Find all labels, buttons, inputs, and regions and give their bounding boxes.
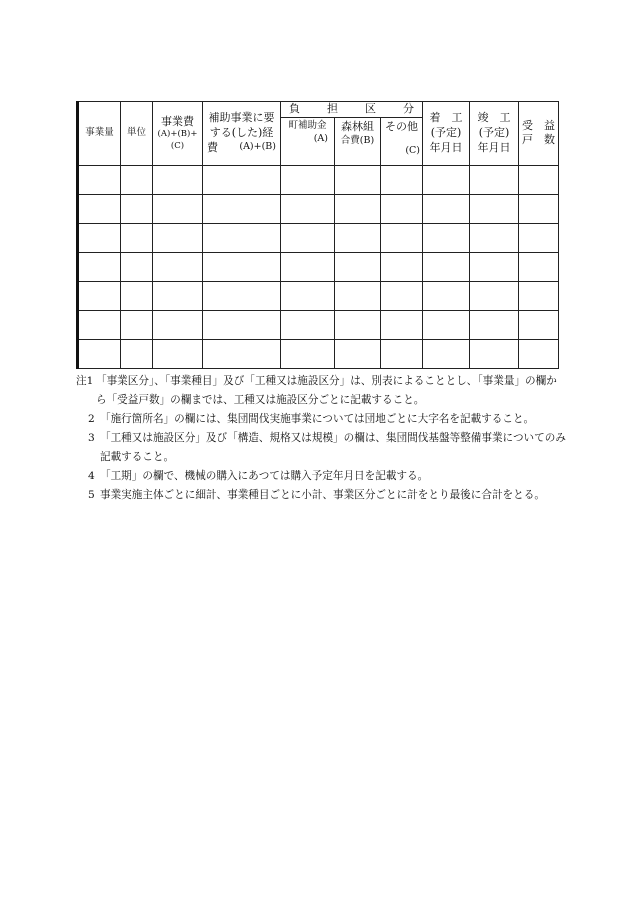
header-start-line1: 着 工 <box>429 111 463 125</box>
table-cell <box>78 281 121 310</box>
header-other-line2: (C) <box>405 144 421 156</box>
table-cell <box>381 310 423 339</box>
table-cell <box>470 223 519 252</box>
header-forest-line2: 合費(B) <box>340 134 375 146</box>
header-subsidy-line3b: (A)+(B) <box>239 140 276 152</box>
table-cell <box>381 252 423 281</box>
table-cell <box>519 310 559 339</box>
header-burden-group <box>281 102 423 118</box>
table-row <box>78 194 559 223</box>
note-3 <box>76 429 566 467</box>
table-cell <box>121 281 153 310</box>
header-unit: 単位 <box>121 102 153 166</box>
table-cell <box>335 194 381 223</box>
table-cell <box>121 223 153 252</box>
header-project-cost-line2: (A)+(B)+(C) <box>157 129 198 151</box>
table-cell <box>281 194 335 223</box>
table-cell <box>153 339 203 368</box>
header-town-subsidy <box>281 117 335 165</box>
header-project-cost-line1: 事業費 <box>161 114 194 128</box>
project-cost-table <box>76 101 559 369</box>
table-cell <box>78 194 121 223</box>
notes-section <box>76 372 566 505</box>
table-cell <box>381 194 423 223</box>
table-cell <box>203 223 281 252</box>
table-cell <box>519 339 559 368</box>
burden-char-4: 分 <box>403 102 414 115</box>
table-cell <box>153 223 203 252</box>
table-cell <box>423 339 470 368</box>
header-project-cost <box>153 102 203 166</box>
table-cell <box>203 165 281 194</box>
table-cell <box>281 339 335 368</box>
note-2-text: 「施行箇所名」の欄には、集団間伐実施事業については団地ごとに大字名を記載すること。 <box>100 413 535 425</box>
table-cell <box>203 194 281 223</box>
note-5 <box>76 486 566 505</box>
header-start-date <box>423 102 470 166</box>
table-cell <box>335 339 381 368</box>
table-cell <box>121 194 153 223</box>
table-cell <box>121 339 153 368</box>
table-cell <box>470 339 519 368</box>
table-cell <box>78 252 121 281</box>
note-1 <box>76 372 566 410</box>
note-4 <box>76 467 566 486</box>
header-town-subsidy-line1: 町補助金 <box>288 119 327 131</box>
header-households-line2: 戸 数 <box>522 133 556 147</box>
table-cell <box>423 223 470 252</box>
table-cell <box>153 194 203 223</box>
header-forest-association <box>335 117 381 165</box>
header-completion-line1: 竣 工 <box>477 111 511 125</box>
table-cell <box>78 223 121 252</box>
header-business-amount: 事業量 <box>78 102 121 166</box>
table-cell <box>519 223 559 252</box>
table-cell <box>78 310 121 339</box>
table-cell <box>381 223 423 252</box>
header-town-subsidy-line2: (A) <box>313 132 328 144</box>
note-1-text: 「事業区分」、「事業種目」及び「工種又は施設区分」は、別表によることとし、「事業量」の欄から「受益戸数」の欄までは、工種又は施設区分ごとに記載すること。 <box>96 375 557 406</box>
table-cell <box>281 281 335 310</box>
table-cell <box>381 165 423 194</box>
table-cell <box>335 223 381 252</box>
table-cell <box>121 310 153 339</box>
note-2-number: 2 <box>88 413 95 425</box>
table-cell <box>519 252 559 281</box>
table-cell <box>203 252 281 281</box>
table-cell <box>470 165 519 194</box>
header-other-line1: その他 <box>385 119 418 133</box>
table-cell <box>423 310 470 339</box>
table-cell <box>470 194 519 223</box>
table-cell <box>335 281 381 310</box>
table-cell <box>519 281 559 310</box>
header-start-line2: (予定) <box>430 126 462 139</box>
note-5-text: 事業実施主体ごとに細計、事業種目ごとに小計、事業区分ごとに計をとり最後に合計をとる。 <box>100 489 545 501</box>
header-subsidy-line3a: 費 <box>207 140 218 154</box>
header-completion-line2: (予定) <box>478 126 510 139</box>
table-cell <box>423 252 470 281</box>
table-row <box>78 165 559 194</box>
table-cell <box>203 310 281 339</box>
header-forest-line1: 森林組 <box>341 119 374 133</box>
note-2 <box>76 410 566 429</box>
burden-label <box>283 102 420 117</box>
table-cell <box>153 165 203 194</box>
burden-char-3: 区 <box>365 102 376 115</box>
table-cell <box>335 165 381 194</box>
table-cell <box>78 339 121 368</box>
header-completion-line3: 年月日 <box>477 140 511 154</box>
table-cell <box>203 281 281 310</box>
header-subsidy-cost <box>203 102 281 166</box>
note-4-number: 4 <box>88 470 95 482</box>
table-cell <box>470 252 519 281</box>
table-cell <box>281 165 335 194</box>
note-1-number: 注1 <box>76 375 94 387</box>
table-cell <box>519 165 559 194</box>
table-cell <box>121 252 153 281</box>
table-cell <box>281 223 335 252</box>
note-3-text: 「工種又は施設区分」及び「構造、規格又は規模」の欄は、集団間伐基盤等整備事業についてのみ記載すること。 <box>100 432 566 463</box>
header-subsidy-line1: 補助事業に要 <box>208 111 275 125</box>
table-cell <box>153 310 203 339</box>
table-cell <box>423 194 470 223</box>
table-cell <box>153 281 203 310</box>
table-row <box>78 310 559 339</box>
table-cell <box>381 281 423 310</box>
burden-char-2: 担 <box>327 102 338 115</box>
table-cell <box>281 252 335 281</box>
header-subsidy-line3 <box>207 141 276 156</box>
table-cell <box>121 165 153 194</box>
header-completion-date <box>470 102 519 166</box>
table-cell <box>335 252 381 281</box>
table-row <box>78 339 559 368</box>
burden-char-1: 負 <box>289 102 300 115</box>
table-cell <box>470 281 519 310</box>
table-cell <box>335 310 381 339</box>
table-cell <box>78 165 121 194</box>
header-subsidy-line2: する(した)経 <box>209 126 274 139</box>
table-row <box>78 252 559 281</box>
header-beneficiary-households <box>519 102 559 166</box>
table-row <box>78 281 559 310</box>
table-cell <box>281 310 335 339</box>
table-body <box>78 165 559 368</box>
table-cell <box>423 281 470 310</box>
table-cell <box>381 339 423 368</box>
header-other <box>381 117 423 165</box>
note-5-number: 5 <box>88 489 95 501</box>
table-cell <box>519 194 559 223</box>
table-cell <box>423 165 470 194</box>
table-cell <box>470 310 519 339</box>
table-row <box>78 223 559 252</box>
table-cell <box>203 339 281 368</box>
header-start-line3: 年月日 <box>429 140 463 154</box>
note-3-number: 3 <box>88 432 95 444</box>
note-4-text: 「工期」の欄で、機械の購入にあつては購入予定年月日を記載する。 <box>100 470 429 482</box>
header-households-line1: 受 益 <box>522 118 556 132</box>
table-cell <box>153 252 203 281</box>
